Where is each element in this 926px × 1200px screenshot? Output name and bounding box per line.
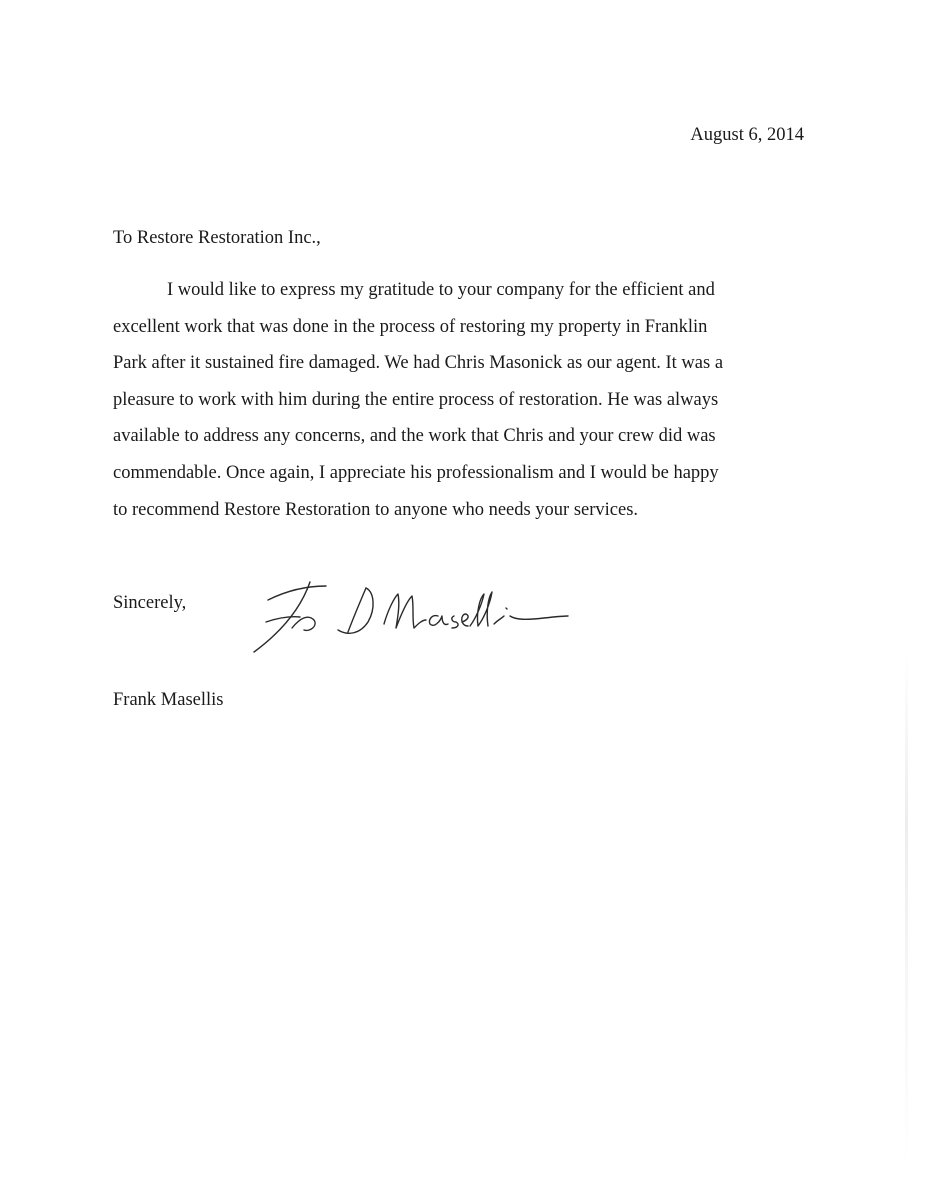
signature-stroke — [462, 614, 468, 626]
signature-stroke — [384, 594, 426, 628]
body-line: I would like to express my gratitude to your company for the efficient and — [167, 280, 715, 300]
signature-stroke — [510, 616, 568, 619]
body-paragraph — [113, 272, 813, 528]
signature-stroke — [266, 617, 300, 622]
body-line: Park after it sustained fire damaged. We had Chris Masonick as our agent. It was a — [113, 353, 724, 374]
signature-stroke — [348, 588, 366, 632]
signature-stroke — [494, 616, 504, 624]
body-line: to recommend Restore Restoration to anyone who needs your services. — [113, 499, 639, 520]
handwritten-signature — [248, 572, 588, 656]
body-line: pleasure to work with him during the entire process of restoration. He was always — [113, 389, 719, 410]
signature-stroke — [292, 617, 315, 630]
signature-stroke — [268, 586, 326, 600]
body-line: commendable. Once again, I appreciate his professionalism and I would be happy — [113, 462, 719, 483]
signature-stroke — [470, 592, 492, 626]
salutation: To Restore Restoration Inc., — [113, 228, 321, 248]
signature-stroke — [254, 582, 310, 652]
signature-stroke — [452, 616, 458, 628]
signer-name: Frank Masellis — [113, 690, 224, 710]
body-line: available to address any concerns, and the work that Chris and your crew did was — [113, 426, 716, 447]
signature-stroke — [429, 616, 448, 626]
closing: Sincerely, — [113, 593, 187, 613]
signature-stroke — [506, 608, 507, 609]
signature-stroke — [338, 588, 373, 633]
scan-edge-shadow — [905, 650, 908, 1170]
body-line: excellent work that was done in the process of restoring my property in Franklin — [113, 316, 708, 337]
letter-date: August 6, 2014 — [690, 125, 804, 145]
